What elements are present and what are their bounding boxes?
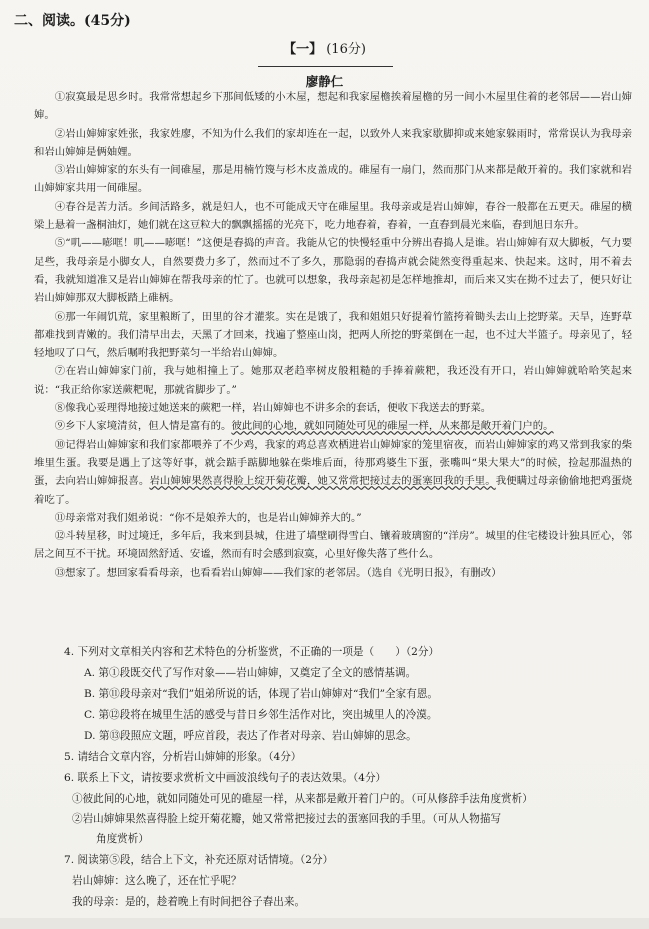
page-bottom-edge [0, 918, 649, 929]
paragraph-10: ⑩记得岩山婶婶家和我们家都喂养了不少鸡，我家的鸡总喜欢栖进岩山婶婶家的笼里宿夜，而岩山婶婶家的鸡又常到我家的柴堆里生蛋。我要是遇上了这等好事，就会踮手踮脚地躲在柴堆后面，待那鸡婆生下蛋，张嘴叫“果大果大”的时候，捡起那温热的蛋，去向岩山婶婶报喜。岩山婶婶果然喜得脸上绽开菊花瓣，她又常常把接过去的蛋塞回我的手里。我便瞒过母亲偷偷地把鸡蛋烧着吃了。 [34, 438, 633, 506]
question-6-sub-1: ①彼此间的心地，就如同随处可见的碓屋一样，从来都是敞开着门户的。（可从修辞手法角度赏析） [72, 793, 533, 805]
dialog-line-2: 我的母亲：是的，趁着晚上有时间把谷子舂出来。 [72, 896, 306, 908]
paragraph-13: ⑬想家了。想回家看看母亲，也看看岩山婶婶——我们家的老邻居。（选自《光明日报》，有删改） [54, 566, 502, 579]
question-4-option-c: C. 第⑫段将在城里生活的感受与昔日乡邻生活作对比，突出城里人的冷漠。 [84, 709, 438, 721]
wavy-underlined-sentence: 彼此间的心地，就如同随处可见的碓屋一样，从来都是敞开着门户的。 [231, 420, 554, 433]
question-6: 6. 联系上下文，请按要求赏析文中画波浪线句子的表达效果。（4分） [64, 772, 387, 784]
paragraph-11: ⑪母亲常对我们姐弟说：“你不是娘养大的，也是岩山婶婶养大的。” [54, 511, 362, 524]
paragraph-1: ①寂寞最是思乡时。我常常想起乡下那间低矮的小木屋，想起和我家屋檐挨着屋檐的另一间小木屋里住着的老邻居——岩山婶婶。 [34, 91, 632, 122]
question-4: 4. 下列对文章相关内容和艺术特色的分析鉴赏，不正确的一项是（ ）（2分） [64, 646, 440, 658]
question-4-option-d: D. 第⑬段照应文题，呼应首段，表达了作者对母亲、岩山婶婶的思念。 [84, 730, 417, 742]
title-rule [258, 66, 393, 67]
questions-block [64, 642, 634, 913]
part-title [0, 38, 649, 57]
question-4-option-b: B. 第⑪段母亲对“我们”姐弟所说的话，体现了岩山婶婶对“我们”全家有恩。 [84, 688, 438, 700]
paragraph-12: ⑫斗转星移，时过境迁，多年后，我来到县城，住进了墙壁刷得雪白、镶着玻璃窗的“洋房”。城里的住宅楼设计独具匠心，邻居之间互不干扰。环境固然舒适、安谧，然而有时会感到寂寞，心里好像失落了些什么。 [34, 530, 632, 561]
article-author: 廖静仁 [305, 74, 344, 89]
section-title: 二、阅读。(45分) [14, 13, 131, 29]
paragraph-6: ⑥那一年闹饥荒，家里粮断了，田里的谷才灌浆。实在是饿了，我和姐姐只好提着竹篮挎着锄头去山上挖野菜。天旱，连野草都难找到青嫩的。我们清早出去，天黑了才回来，找遍了整座山岗，把两人所挖的野菜倒在一起，也不过大半篮子。母亲见了，轻轻地叹了口气，然后嘱咐我把野菜匀一半给岩山婶婶。 [34, 310, 632, 360]
paragraph-5: ⑤“叽——嘭哐！叽——嘭哐！”这便是舂捣的声音。我能从它的快慢轻重中分辨出舂捣人是谁。岩山婶婶有双大脚板，气力要足些，我母亲是小脚女人，自然要费力多了，然而过不了多久，那隐弱的舂捣声就会陡然变得重起来、快起来。这时，用不着去看，我就知道准又是岩山婶婶在帮我母亲的忙了。也就可以想象，我母亲起初是怎样地推却，而后来又实在拗不过去了，便只好让岩山婶婶那双大脚板踏上碓柄。 [34, 237, 632, 305]
article-body [34, 88, 632, 582]
question-7: 7. 阅读第⑤段，结合上下文，补充还原对话情境。（2分） [64, 854, 334, 866]
question-6-sub-2: ②岩山婶婶果然喜得脸上绽开菊花瓣，她又常常把接过去的蛋塞回我的手里。（可从人物描写 [72, 813, 502, 825]
part-title-bracket: 【一】 [283, 42, 323, 57]
paragraph-2: ②岩山婶婶家姓张，我家姓廖，不知为什么我们的家却连在一起，以致外人来我家歇脚抑或来她家躲雨时，常常误认为我母亲和岩山婶婶是俩妯娌。 [34, 127, 632, 158]
dialog-line-1: 岩山婶婶：这么晚了，还在忙乎呢？ [72, 875, 242, 887]
part-score: (16分) [326, 42, 366, 57]
paragraph-4: ④春谷是苦力活。乡间活路多，就是妇人，也不可能成天守在碓屋里。我母亲或是岩山婶婶，春谷一般都在五更天。碓屋的横梁上悬着一盏桐油灯，她们就在这豆粒大的飘飘摇摇的光亮下，吃力地舂着，舂着，一直舂到晨光来临，舂到旭日东升。 [34, 200, 632, 232]
question-6-sub-2-continued: 角度赏析） [96, 833, 149, 845]
paragraph-8: ⑧像我心妥理得地接过她送来的蕨粑一样，岩山婶婶也不讲多余的套话，便收下我送去的野菜。 [54, 402, 492, 415]
question-5: 5. 请结合文章内容，分析岩山婶婶的形象。（4分） [64, 751, 302, 763]
paragraph-9: ⑨乡下人家境清贫，但人情是富有的。彼此间的心地，就如同随处可见的碓屋一样，从来都是敞开着门户的。 [54, 420, 554, 433]
paragraph-7: ⑦在岩山婶婶家门前，我与她相撞上了。她那双老趋率树皮般粗糙的手捧着蕨粑，我还没有开口，岩山婶婶就哈哈笑起来说：“我正给你家送蕨粑呢，那就省脚步了。” [34, 365, 632, 396]
wavy-underlined-sentence: 岩山婶婶果然喜得脸上绽开菊花瓣，她又常常把接过去的蛋塞回我的手里。 [149, 475, 496, 488]
paragraph-3: ③岩山婶婶家的东头有一间碓屋，那是用楠竹篾与杉木皮盖成的。碓屋有一扇门，然而那门从来都是敞开着的。我们家就和岩山婶婶家共用一间碓屋。 [34, 164, 632, 195]
question-4-option-a: A. 第①段既交代了写作对象——岩山婶婶，又奠定了全文的感情基调。 [84, 667, 417, 679]
